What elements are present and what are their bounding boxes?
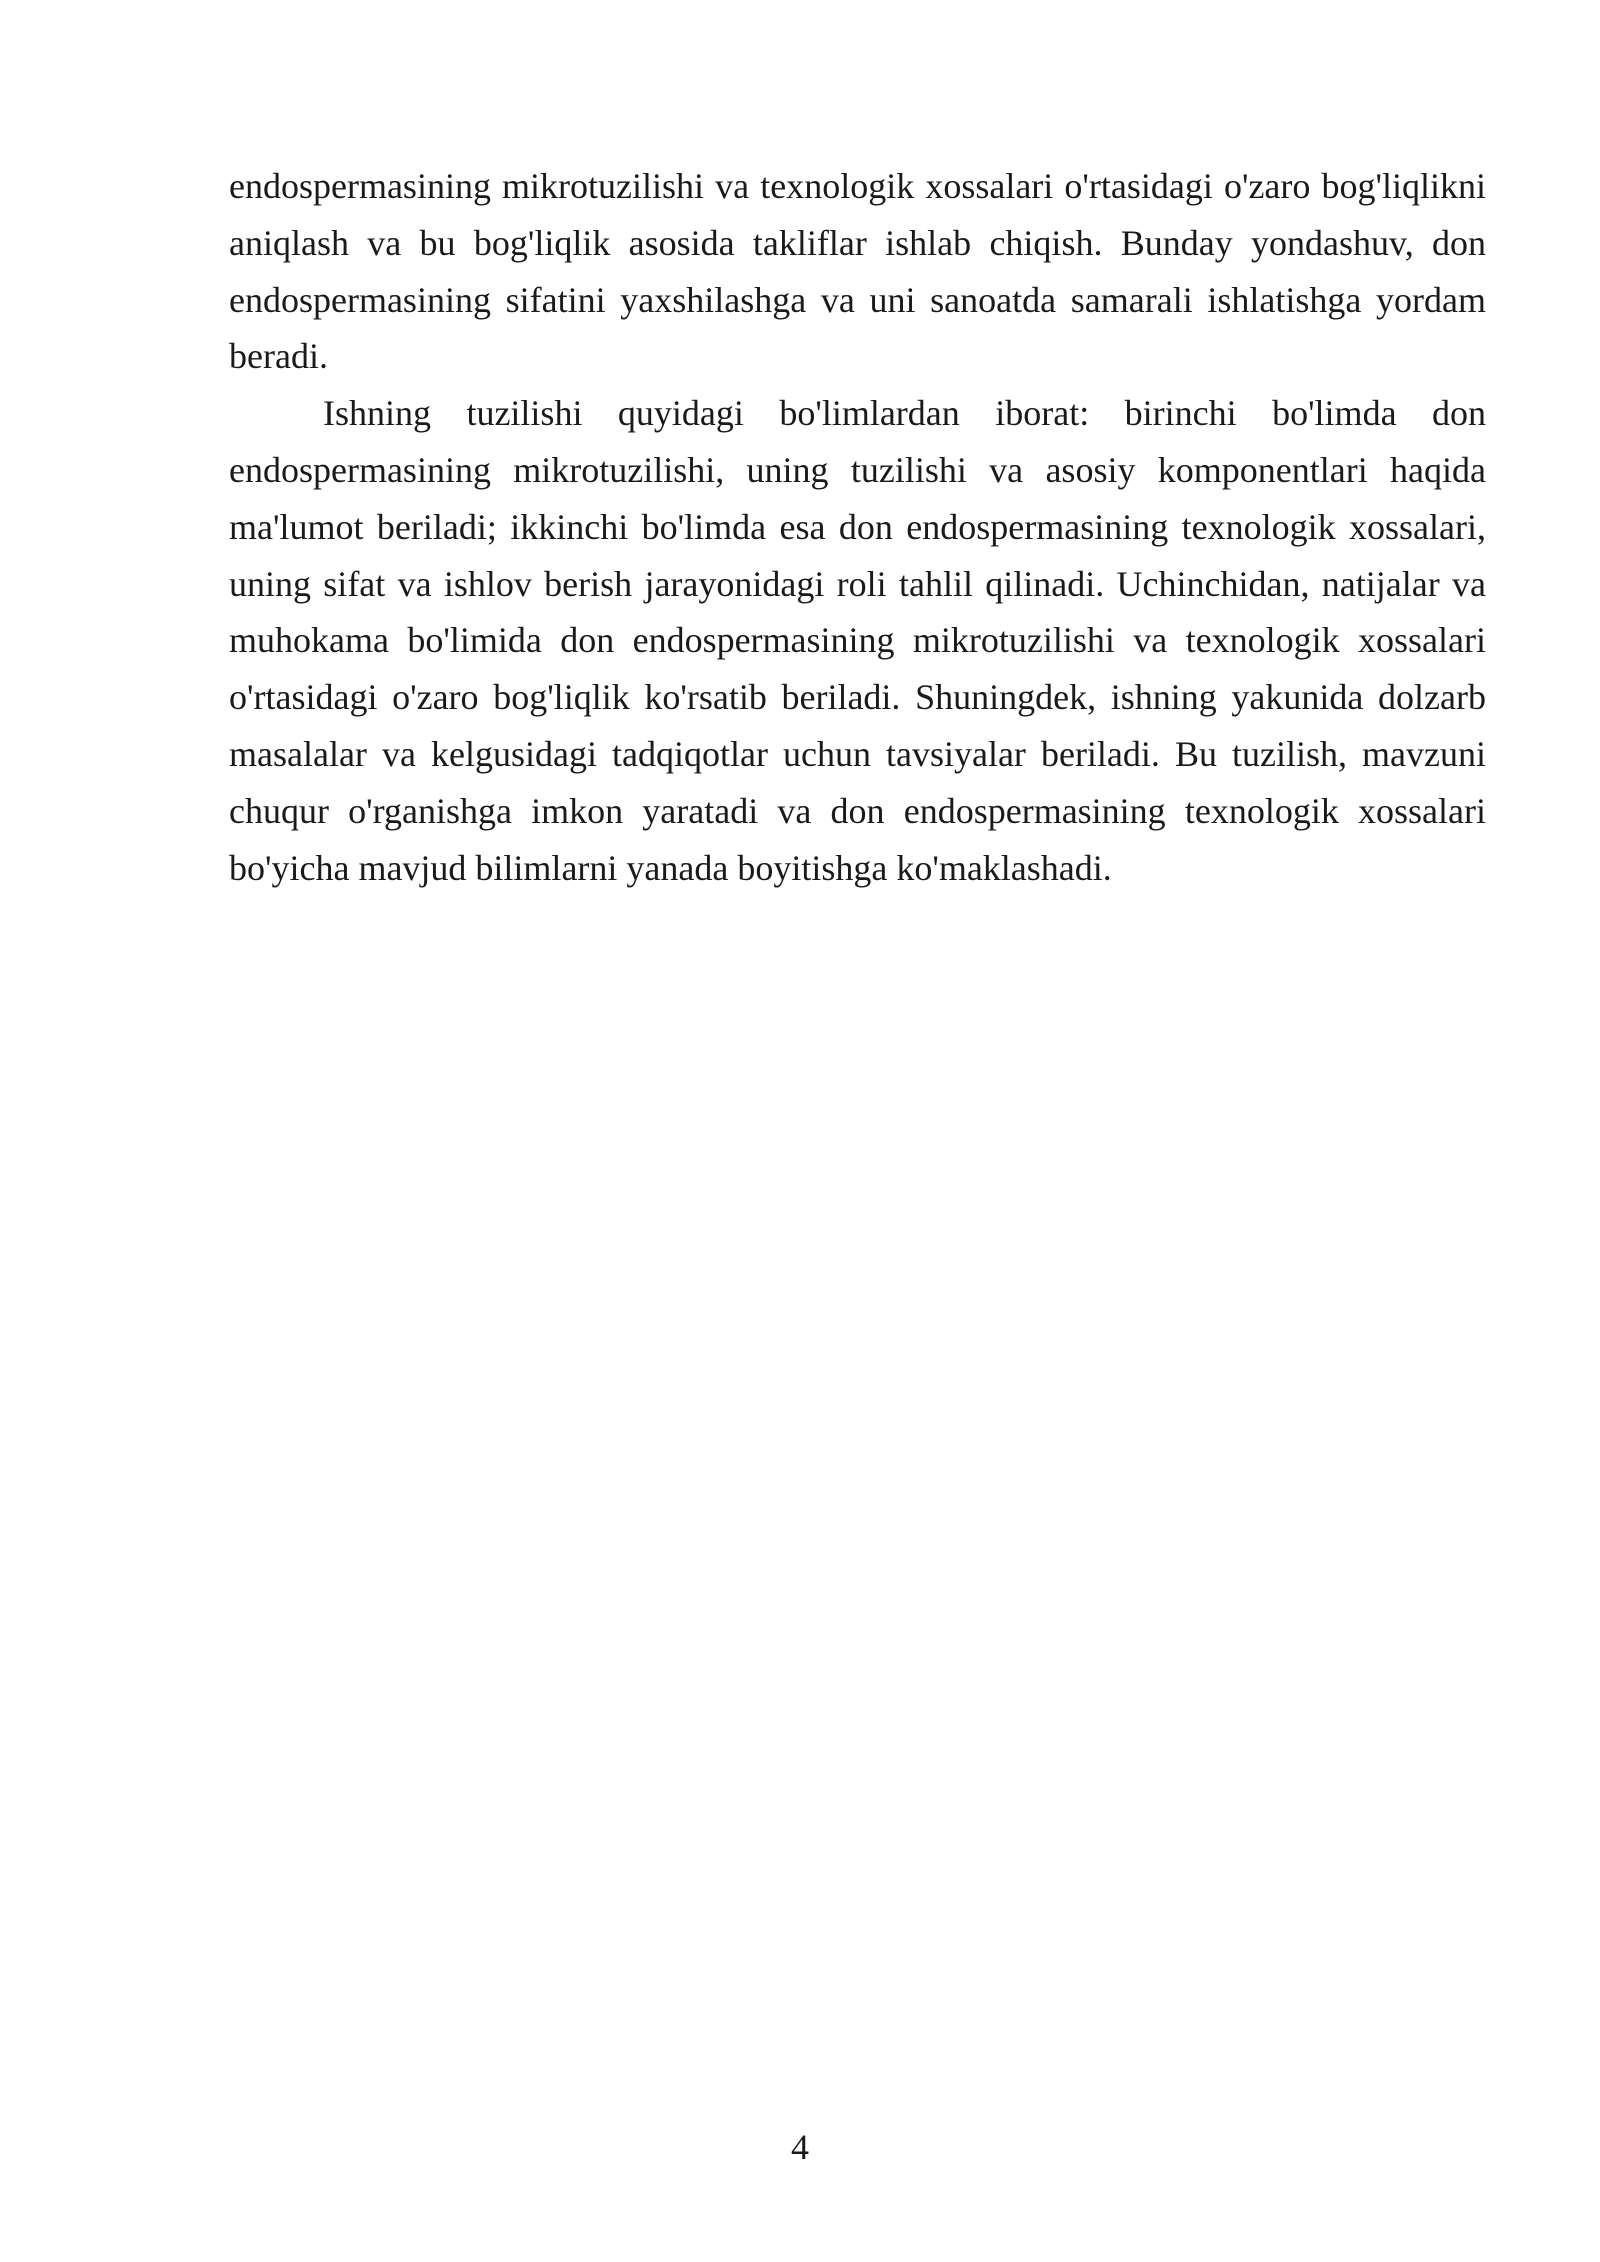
body-text [229,158,1486,896]
paragraph-continuation: endospermasining mikrotuzilishi va texnologik xossalari o'rtasidagi o'zaro bog'liqlikni aniqlash va bu bog'liqlik asosida takliflar ishlab chiqish. Bunday yondashuv, don endospermasining sifatini yaxshilashga va uni sanoatda samarali ishlatishga yordam beradi. [229,166,1486,377]
paragraph-structure: Ishning tuzilishi quyidagi bo'limlardan iborat: birinchi bo'limda don endospermasining mikrotuzilishi, uning tuzilishi va asosiy komponentlari haqida ma'lumot beriladi; ikkinchi bo'limda esa don endospermasining texnologik xossalari, uning sifat va ishlov berish jarayonidagi roli tahlil qilinadi. Uchinchidan, natijalar va muhokama bo'limida don endospermasining mikrotuzilishi va texnologik xossalari o'rtasidagi o'zaro bog'liqlik ko'rsatib beriladi. Shuningdek, ishning yakunida dolzarb masalalar va kelgusidagi tadqiqotlar uchun tavsiyalar beriladi. Bu tuzilish, mavzuni chuqur o'rganishga imkon yaratadi va don endospermasining texnologik xossalari bo'yicha mavjud bilimlarni yanada boyitishga ko'maklashadi. [229,393,1486,888]
page-number: 4 [791,2127,809,2167]
